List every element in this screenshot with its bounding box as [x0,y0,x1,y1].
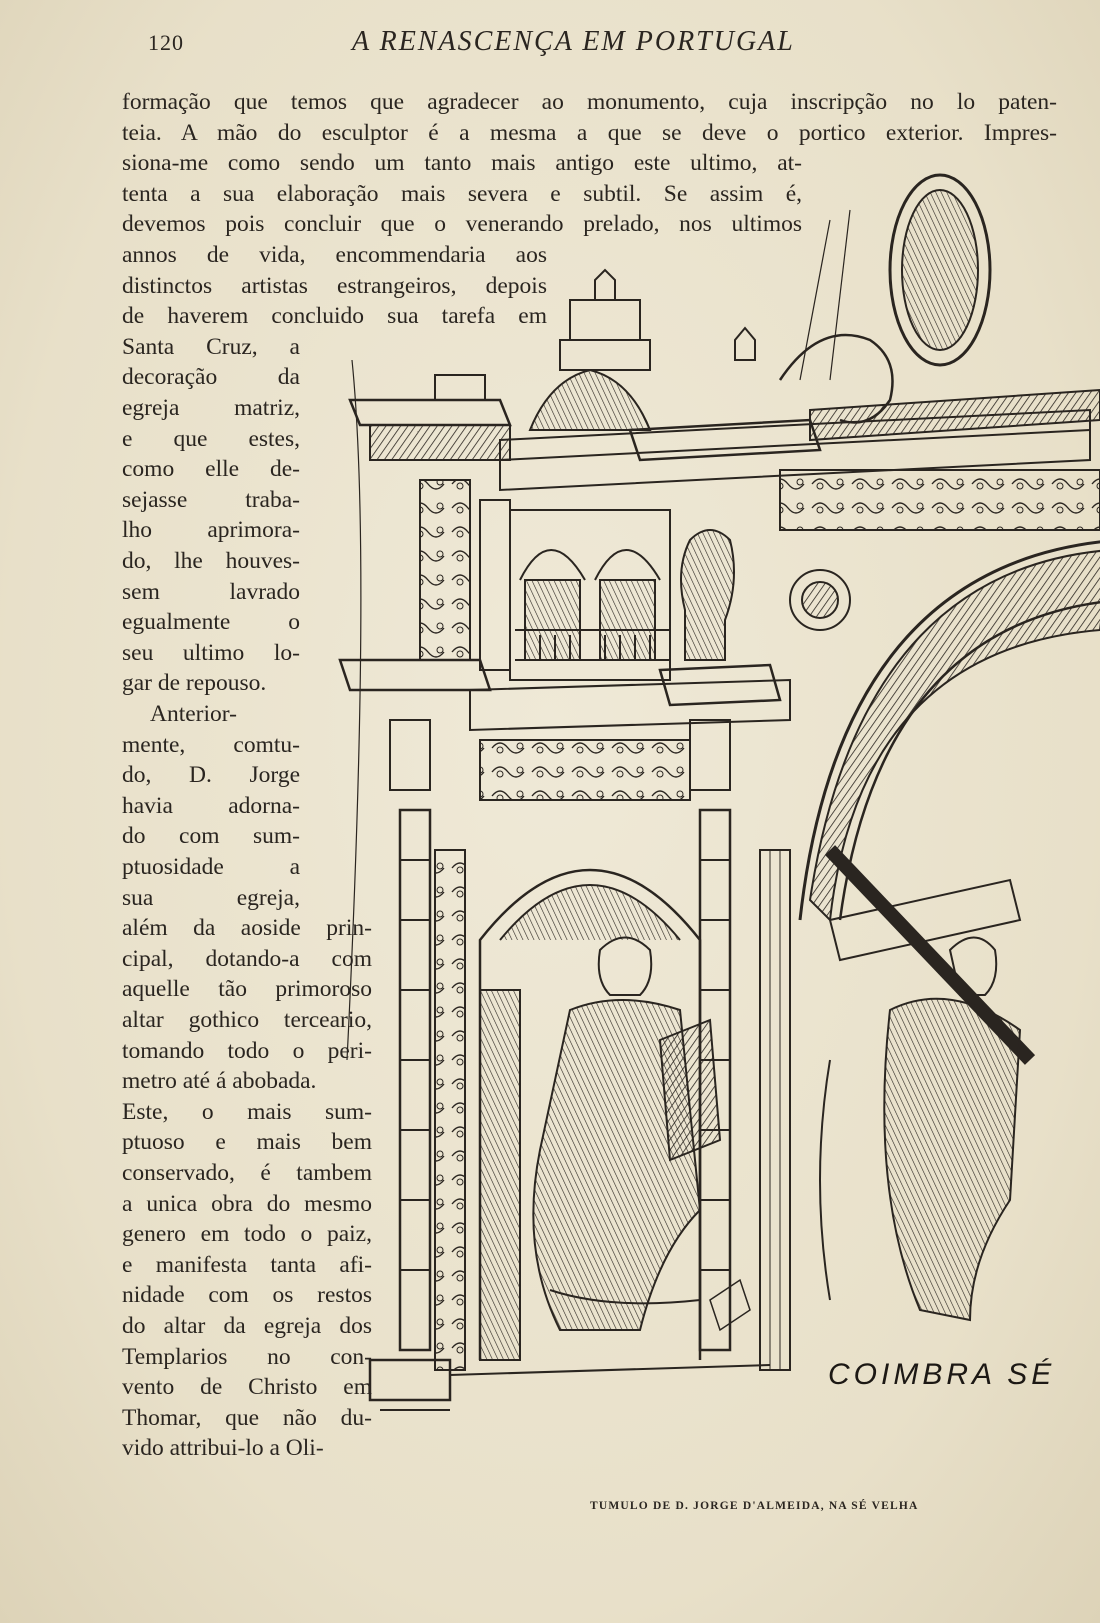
text-line: do altar da egreja dos [122,1313,372,1339]
text-line: além da aoside prin- [122,915,372,942]
text-line: aquelle tão primoroso [122,976,372,1003]
text-line: siona-me como sendo um tanto mais antigo este ultimo, at- [122,150,802,177]
text-line: Este, o mais sum- [122,1098,372,1125]
text-line: vido attribui-lo a Oli- [122,1435,324,1462]
running-title: A RENASCENÇA EM PORTUGAL [352,26,795,57]
text-line: ptuoso e mais bem [122,1129,372,1156]
text-line: Thomar, que não du- [122,1404,372,1431]
text-line: nidade com os restos [122,1282,372,1309]
text-line: Templarios no con- [122,1343,372,1370]
page-number: 120 [148,30,184,55]
text-line: a unica obra do mesmo [122,1190,372,1217]
text-line: tenta a sua elaboração mais severa e subtil. Se assim é, [122,180,802,207]
illustration-caption: TUMULO DE D. JORGE D'ALMEIDA, NA SÉ VELHA [590,1500,919,1512]
text-line: distinctos artistas estrangeiros, depois [122,272,547,299]
text-line: vento de Christo em [122,1374,372,1401]
text-line: lho aprimora- [122,517,300,544]
tomb-illustration [330,160,1100,1500]
illustration-signature: COIMBRA SÉ [828,1358,1056,1391]
text-line: tomando todo o peri- [122,1037,372,1064]
text-line: annos de vida, encommendaria aos [122,242,547,268]
text-line: sejasse traba- [122,486,300,513]
text-line: sua egreja, [122,884,300,911]
text-line: e que estes, [122,425,300,452]
text-line: mente, comtu- [122,731,300,758]
text-line: conservado, é tambem [122,1160,372,1186]
text-line: do com sum- [122,823,300,850]
text-line: altar gothico terceario, [122,1007,372,1033]
text-line: sem lavrado [122,578,300,605]
text-line: egualmente o [122,609,300,636]
text-line: egreja matriz, [122,395,300,421]
text-line: genero em todo o paiz, [122,1221,372,1248]
text-line: e manifesta tanta afi- [122,1251,372,1278]
text-line: metro até á abobada. [122,1068,317,1095]
text-line: Anterior- [150,701,237,727]
text-line: seu ultimo lo- [122,639,300,666]
text-line: devemos pois concluir que o venerando prelado, nos ultimos [122,211,802,238]
text-line: cipal, dotando-a com [122,945,372,972]
text-line: gar de repouso. [122,670,267,697]
text-line: de haverem concluido sua tarefa em [122,303,547,330]
text-line: do, D. Jorge [122,762,300,789]
text-line: do, lhe houves- [122,548,300,574]
text-line: formação que temos que agradecer ao monumento, cuja inscripção no lo paten- [122,89,1057,115]
text-line: ptuosidade a [122,854,300,880]
text-line: Santa Cruz, a [122,333,300,360]
text-line: teia. A mão do esculptor é a mesma a que se deve o portico exterior. Impres- [122,119,1057,146]
text-line: como elle de- [122,456,300,483]
text-line: havia adorna- [122,792,300,819]
text-line: decoração da [122,364,300,391]
